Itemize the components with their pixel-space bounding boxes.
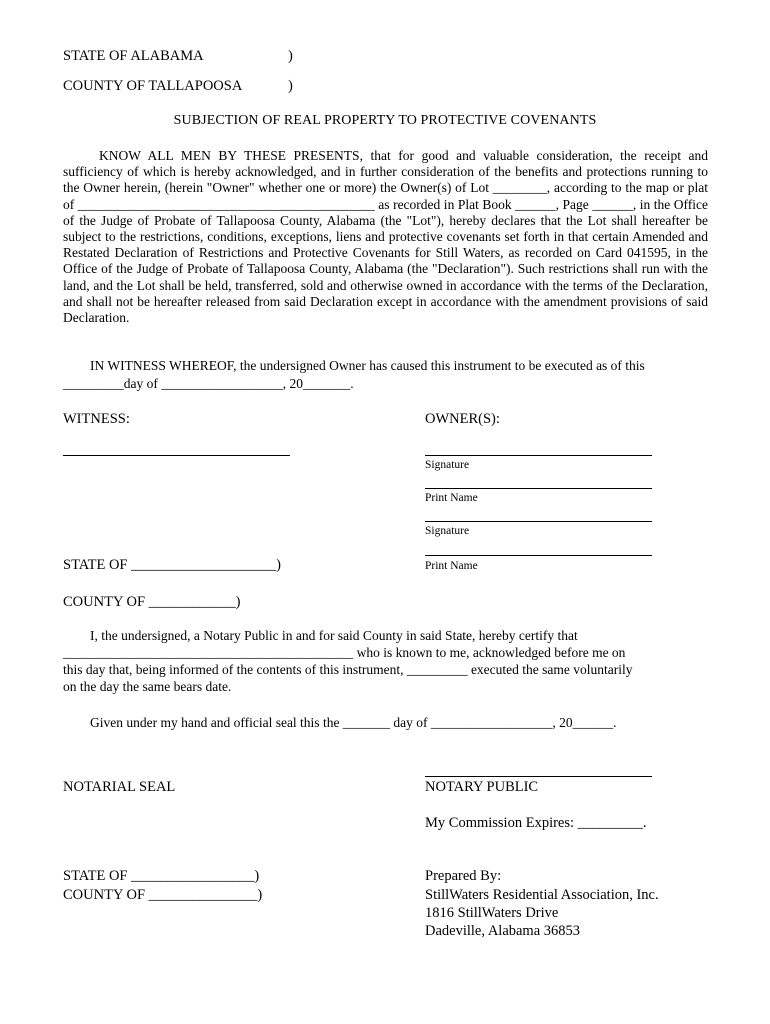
owner-print-name-line-1[interactable] <box>425 488 652 489</box>
prepared-by-address-2: Dadeville, Alabama 36853 <box>425 923 581 939</box>
prepared-by-address-1: 1816 StillWaters Drive <box>425 905 559 921</box>
certify-line-1: I, the undersigned, a Notary Public in and for said County in said State, hereby certify that <box>90 628 578 643</box>
owner-signature-line-1[interactable] <box>425 455 652 456</box>
print-name-caption-1: Print Name <box>425 492 478 504</box>
county-heading: COUNTY OF TALLAPOOSA <box>63 78 243 94</box>
owner-signature-line-2[interactable] <box>425 521 652 522</box>
state-heading: STATE OF ALABAMA <box>63 48 204 64</box>
signature-caption-2: Signature <box>425 525 470 537</box>
notary-signature-line[interactable] <box>425 776 652 777</box>
commission-expires: My Commission Expires: _________. <box>425 815 647 831</box>
document-title: SUBJECTION OF REAL PROPERTY TO PROTECTIVE COVENANTS <box>173 113 597 128</box>
prepared-by-org: StillWaters Residential Association, Inc. <box>425 887 659 903</box>
county-heading-paren: ) <box>288 78 293 94</box>
covenant-paragraph: KNOW ALL MEN BY THESE PRESENTS, that for good and valuable consideration, the receipt and sufficiency of which is hereby acknowledged, and in further consideration of the benefits and protections running to the Owner herein, (herein "Owner" whether one or more) the Owner(s) of Lot ________, according to the map or plat of ____________________________________________ as recorded in Plat Book ______, Page ______, in the Office of the Judge of Probate of Tallapoosa County, Alabama (the "Lot"), hereby declares that the Lot shall hereafter be subject to the restrictions, conditions, exceptions, liens and protective covenants set forth in that certain Amended and Restated Declaration of Restrictions and Protective Covenants for Still Waters, as recorded on Card 041595, in the Office of the Judge of Probate of Tallapoosa County, Alabama (the "Declaration"). Such restrictions shall run with the land, and the Lot shall be held, transferred, sold and otherwise owned in accordance with the terms of the Declaration, and shall not be hereafter released from said Declaration except in accordance with the amendment provisions of said Declaration. <box>63 148 708 326</box>
notary-public-label: NOTARY PUBLIC <box>425 779 539 795</box>
given-under-hand-line: Given under my hand and official seal this the _______ day of __________________, 20______. <box>90 715 617 730</box>
witness-label: WITNESS: <box>63 411 130 427</box>
witness-paragraph-line2: _________day of __________________, 20_______. <box>63 376 354 391</box>
notary-state-field[interactable]: STATE OF ____________________) <box>63 557 281 573</box>
notarial-seal-label: NOTARIAL SEAL <box>63 779 176 795</box>
state-heading-paren: ) <box>288 48 293 64</box>
witness-paragraph-line1: IN WITNESS WHEREOF, the undersigned Owner has caused this instrument to be executed as of this <box>90 358 645 373</box>
certify-line-3: this day that, being informed of the contents of this instrument, _________ executed the same voluntarily <box>63 662 633 677</box>
witness-signature-line[interactable] <box>63 455 290 456</box>
certify-line-4: on the day the same bears date. <box>63 679 232 694</box>
notary-county-field[interactable]: COUNTY OF ____________) <box>63 594 241 610</box>
footer-county-field[interactable]: COUNTY OF _______________) <box>63 887 263 903</box>
owner-print-name-line-2[interactable] <box>425 555 652 556</box>
prepared-by-label: Prepared By: <box>425 868 502 884</box>
footer-state-field[interactable]: STATE OF _________________) <box>63 868 260 884</box>
print-name-caption-2: Print Name <box>425 560 478 572</box>
signature-caption-1: Signature <box>425 459 470 471</box>
certify-line-2: ___________________________________________ who is known to me, acknowledged before me on <box>63 645 626 660</box>
owner-label: OWNER(S): <box>425 411 500 427</box>
